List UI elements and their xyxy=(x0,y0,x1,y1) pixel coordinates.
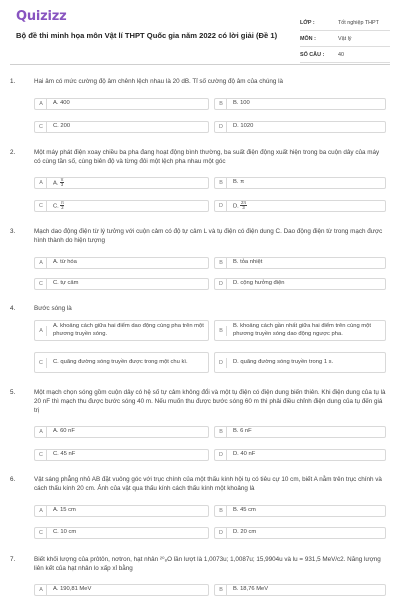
option-text: B. 100 xyxy=(233,100,250,107)
question-text: Mạch dao động điện từ lý tưởng với cuộn cảm có độ tự cảm L và tụ điện có điện dung C. Dao động điện từ trong mạch được hình thành do hiện tượng xyxy=(34,228,383,244)
answer-option-a[interactable] xyxy=(34,505,209,517)
option-text xyxy=(53,201,64,211)
option-text: A. 190,81 MeV xyxy=(53,586,92,593)
meta-panel xyxy=(300,15,390,63)
option-letter: B xyxy=(216,99,227,109)
fraction-numerator: π xyxy=(60,199,64,205)
meta-label: LỚP : xyxy=(300,19,315,26)
option-text: B. 6 nF xyxy=(233,428,252,435)
fraction-numerator: 2π xyxy=(240,199,247,205)
option-letter: B xyxy=(216,585,227,595)
question-number: 2. xyxy=(10,149,16,156)
option-text: C. 10 cm xyxy=(53,529,77,536)
option-text: B. 45 cm xyxy=(233,507,256,514)
option-text: C. quãng đường sóng truyền được trong một chu kì. xyxy=(53,358,188,365)
option-letter: C xyxy=(36,450,47,460)
meta-label: SỐ CÂU : xyxy=(300,51,325,58)
option-letter: D xyxy=(216,450,227,460)
document-title: Bộ đề thi minh họa môn Vật lí THPT Quốc gia năm 2022 có lời giải (Đề 1) xyxy=(16,31,278,40)
question-number: 4. xyxy=(10,305,16,312)
question-text: Biết khối lượng của prôtôn, nơtron, hạt nhân ²⁰₈O lần lượt là 1,0073u; 1,0087u; 15,9904u và lu = 931,5 MeV/c2. Năng lượng liên kết của hạt nhân lo xấp xỉ bằng xyxy=(34,556,381,572)
fraction xyxy=(60,201,64,211)
question-number: 6. xyxy=(10,476,16,483)
option-letter: B xyxy=(216,506,227,516)
option-text: C. tự cảm xyxy=(53,280,79,287)
option-letter: B xyxy=(216,427,227,437)
answer-option-c[interactable] xyxy=(34,352,209,373)
meta-row-grade xyxy=(300,15,390,31)
answer-option-b[interactable] xyxy=(214,505,386,517)
option-letter: C xyxy=(36,279,47,289)
option-letter: A xyxy=(36,585,47,595)
question-text: Bước sóng là xyxy=(34,305,72,312)
option-letter: C xyxy=(36,201,47,211)
answer-option-c[interactable] xyxy=(34,200,209,212)
option-letter: B xyxy=(216,326,227,336)
option-letter: A xyxy=(36,427,47,437)
option-text: B. khoảng cách gần nhất giữa hai điểm trên cùng một phương truyền sóng dao động ngược pha. xyxy=(233,322,371,337)
question-number: 5. xyxy=(10,389,16,396)
option-letter: C xyxy=(36,528,47,538)
option-text: A. 60 nF xyxy=(53,428,75,435)
meta-row-subject xyxy=(300,31,390,47)
question-text: Một mạch chọn sóng gồm cuộn dây có hệ số tự cảm không đổi và một tụ điện có điện dung biến thiên. Khi điện dung của tụ là 20 nF thì mạch thu được bước sóng 40 m. Nếu muốn thu được bước sóng 60 m thì phải điều chỉnh điện dung của tụ đến giá trị xyxy=(34,389,386,414)
answer-option-d[interactable] xyxy=(214,278,386,290)
quizizz-logo: Quizizz xyxy=(16,9,67,24)
answer-option-d[interactable] xyxy=(214,527,386,539)
option-text: C. 45 nF xyxy=(53,451,76,458)
option-text xyxy=(233,201,247,211)
option-letter: A xyxy=(36,326,47,336)
meta-value: Tốt nghiệp THPT xyxy=(338,19,379,26)
answer-option-a[interactable] xyxy=(34,320,209,341)
option-text: B. 18,76 MeV xyxy=(233,586,269,593)
question-text: Vật sáng phẳng nhỏ AB đặt vuông góc với trục chính của một thấu kính hội tụ có tiêu cự 10 cm, biết A nằm trên trục chính và cách thấu kính 20 cm. Ảnh của vật qua thấu kính cách thấu kính một khoảng là xyxy=(34,476,382,492)
answer-option-a[interactable] xyxy=(34,98,209,110)
question-number: 3. xyxy=(10,228,16,235)
answer-option-d[interactable] xyxy=(214,449,386,461)
answer-option-c[interactable] xyxy=(34,449,209,461)
option-letter: A xyxy=(36,99,47,109)
option-letter: B xyxy=(216,258,227,268)
option-text: A. từ hóa xyxy=(53,259,77,266)
option-letter: B xyxy=(216,178,227,188)
option-letter: A xyxy=(36,178,47,188)
answer-option-a[interactable] xyxy=(34,584,209,596)
option-letter: C xyxy=(36,358,47,368)
fraction-denominator: 2 xyxy=(61,205,64,211)
option-text: A. 400 xyxy=(53,100,70,107)
answer-option-c[interactable] xyxy=(34,121,209,133)
answer-option-a[interactable] xyxy=(34,257,209,269)
option-letter: D xyxy=(216,279,227,289)
fraction-numerator: π xyxy=(60,176,64,182)
option-letter: C xyxy=(36,122,47,132)
answer-option-d[interactable] xyxy=(214,352,386,373)
header-divider xyxy=(10,64,390,65)
meta-label: MÔN : xyxy=(300,35,316,42)
fraction xyxy=(240,201,246,211)
question-number: 1. xyxy=(10,78,16,85)
meta-value: 40 xyxy=(338,51,344,58)
answer-option-b[interactable] xyxy=(214,426,386,438)
option-text: D. cộng hưởng điện xyxy=(233,280,285,287)
answer-option-d[interactable] xyxy=(214,121,386,133)
answer-option-b[interactable] xyxy=(214,98,386,110)
option-letter: D xyxy=(216,528,227,538)
meta-row-count xyxy=(300,47,390,63)
option-text: B. π xyxy=(233,179,245,186)
option-prefix: D. xyxy=(233,203,239,210)
option-text: D. quãng đường sóng truyền trong 1 s. xyxy=(233,358,334,365)
option-text: D. 20 cm xyxy=(233,529,257,536)
option-prefix: A. xyxy=(53,180,59,187)
option-text: A. 15 cm xyxy=(53,507,76,514)
option-text: D. 40 nF xyxy=(233,451,256,458)
option-letter: A xyxy=(36,258,47,268)
fraction-denominator: 3 xyxy=(242,205,245,211)
option-letter: D xyxy=(216,122,227,132)
answer-option-b[interactable] xyxy=(214,320,386,341)
question-text: Một máy phát điện xoay chiều ba pha đang hoạt động bình thường, ba suất điện động xuất hiện trong ba cuộn dây của máy có cùng tần số, cùng biên độ và từng đôi một lệch pha nhau một góc xyxy=(34,149,380,165)
question-text: Hai âm có mức cường độ âm chênh lệch nhau là 20 dB. Tỉ số cường độ âm của chúng là xyxy=(34,78,284,85)
option-letter: A xyxy=(36,506,47,516)
answer-option-a[interactable] xyxy=(34,426,209,438)
option-prefix: C. xyxy=(53,203,59,210)
answer-option-b[interactable] xyxy=(214,584,386,596)
answer-option-c[interactable] xyxy=(34,527,209,539)
option-text: B. tỏa nhiệt xyxy=(233,259,263,266)
answer-option-d[interactable] xyxy=(214,200,386,212)
meta-value: Vật lý xyxy=(338,35,352,42)
option-text: C. 200 xyxy=(53,123,71,130)
answer-option-c[interactable] xyxy=(34,278,209,290)
option-letter: D xyxy=(216,201,227,211)
option-letter: D xyxy=(216,358,227,368)
answer-option-b[interactable] xyxy=(214,177,386,189)
answer-option-b[interactable] xyxy=(214,257,386,269)
answer-option-a[interactable] xyxy=(34,177,209,189)
fraction xyxy=(60,178,64,188)
option-text xyxy=(53,178,64,188)
option-text: A. khoảng cách giữa hai điểm dao động cùng pha trên một phương truyền sóng. xyxy=(53,322,204,337)
question-number: 7. xyxy=(10,556,16,563)
option-text: D. 1020 xyxy=(233,123,254,130)
fraction-denominator: 3 xyxy=(60,182,64,188)
